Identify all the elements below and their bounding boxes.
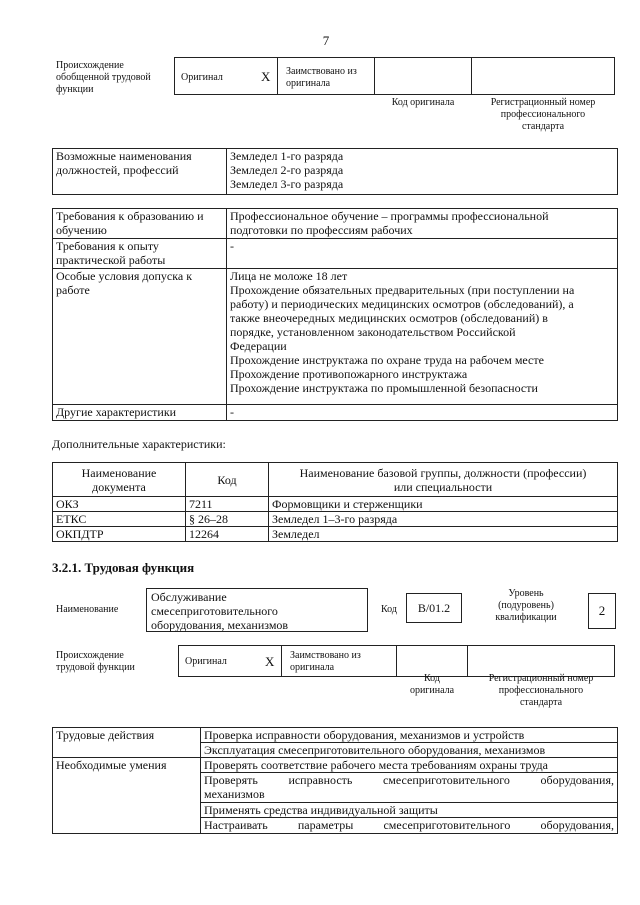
action-item: Проверка исправности оборудования, механизмов и устройств bbox=[201, 728, 618, 743]
row-name: Земледел bbox=[269, 527, 618, 542]
origin1-code-label: Код оригинала bbox=[391, 97, 455, 108]
origin1-original-cell bbox=[174, 57, 278, 95]
section-title: 3.2.1. Трудовая функция bbox=[52, 560, 195, 575]
origin1-reg-cell bbox=[471, 57, 615, 95]
function-level-label: Уровень (подуровень) квалификации bbox=[495, 588, 557, 623]
row-doc: ЕТКС bbox=[53, 512, 186, 527]
special-value: Лица не моложе 18 лет Прохождение обязательных предварительных (при поступлении на работу) и периодических медицинских осмотров (обследований), а также внеочередных медицинских осмотров (обследований) в порядке, установленном законодательством Российской Федерации Прохождение инструктажа по охране труда на рабочем месте Прохождение противопожарного инструктажа Прохождение инструктажа по промышленной безопасности bbox=[227, 269, 618, 405]
position-item: Земледел 1-го разряда bbox=[230, 149, 344, 163]
position-item: Земледел 2-го разряда bbox=[230, 163, 344, 177]
function-level-box: 2 bbox=[588, 593, 616, 629]
origin2-borrowed-label: Заимствовано из оригинала bbox=[290, 650, 361, 673]
education-value: Профессиональное обучение – программы профессиональной подготовки по профессиям рабочих bbox=[227, 209, 618, 239]
origin2-borrowed-cell bbox=[281, 645, 397, 677]
skill-item: Применять средства индивидуальной защиты bbox=[201, 803, 618, 818]
position-item: Земледел 3-го разряда bbox=[230, 177, 344, 191]
origin2-original-label: Оригинал bbox=[185, 656, 227, 667]
table-row bbox=[53, 497, 618, 512]
experience-label: Требования к опыту практической работы bbox=[53, 239, 227, 269]
positions-values bbox=[227, 149, 618, 195]
row-code: § 26–28 bbox=[186, 512, 269, 527]
action-item: Эксплуатация смесеприготовительного оборудования, механизмов bbox=[201, 743, 618, 758]
table-row bbox=[53, 527, 618, 542]
row-doc: ОКПДТР bbox=[53, 527, 186, 542]
function-code-box: B/01.2 bbox=[406, 593, 462, 623]
page-number: 7 bbox=[322, 33, 330, 48]
requirements-table bbox=[52, 208, 618, 421]
experience-value: - bbox=[227, 239, 618, 269]
origin2-mark: X bbox=[265, 654, 275, 669]
function-code-label: Код bbox=[381, 604, 397, 615]
positions-table bbox=[52, 148, 618, 195]
origin2-reg-label: Регистрационный номер профессионального стандарта bbox=[488, 673, 594, 708]
origin2-code-label: Код оригинала bbox=[409, 673, 455, 696]
table-row bbox=[53, 512, 618, 527]
other-value: - bbox=[227, 405, 618, 421]
skills-label: Необходимые умения bbox=[53, 758, 201, 834]
skill-item: Проверять исправность смесеприготовительного оборудования, механизмов bbox=[201, 773, 618, 803]
positions-label: Возможные наименования должностей, профессий bbox=[53, 149, 227, 195]
header-code: Код bbox=[186, 463, 269, 497]
special-label: Особые условия допуска к работе bbox=[53, 269, 227, 405]
origin1-code-cell bbox=[374, 57, 472, 95]
origin1-borrowed-cell bbox=[277, 57, 375, 95]
origin2-original-cell bbox=[178, 645, 282, 677]
function-name-box: Обслуживание смесеприготовительного оборудования, механизмов bbox=[146, 588, 368, 632]
actions-label: Трудовые действия bbox=[53, 728, 201, 758]
skill-item: Настраивать параметры смесеприготовительного оборудования, bbox=[201, 818, 618, 834]
header-document: Наименование документа bbox=[53, 463, 186, 497]
origin1-reg-label: Регистрационный номер профессионального стандарта bbox=[490, 97, 596, 132]
education-label: Требования к образованию и обучению bbox=[53, 209, 227, 239]
other-label: Другие характеристики bbox=[53, 405, 227, 421]
row-code: 7211 bbox=[186, 497, 269, 512]
origin1-label: Происхождение обобщенной трудовой функции bbox=[56, 60, 151, 95]
skill-item: Проверять соответствие рабочего места требованиям охраны труда bbox=[201, 758, 618, 773]
origin1-borrowed-label: Заимствовано из оригинала bbox=[286, 66, 357, 89]
additional-title: Дополнительные характеристики: bbox=[52, 437, 226, 451]
actions-skills-table bbox=[52, 727, 618, 834]
origin2-label: Происхождение трудовой функции bbox=[56, 650, 135, 673]
row-name: Формовщики и стерженщики bbox=[269, 497, 618, 512]
row-doc: ОКЗ bbox=[53, 497, 186, 512]
header-base-group: Наименование базовой группы, должности (профессии) или специальности bbox=[269, 463, 618, 497]
row-name: Земледел 1–3-го разряда bbox=[269, 512, 618, 527]
origin1-mark: X bbox=[261, 69, 271, 84]
additional-table bbox=[52, 462, 618, 542]
function-name-label: Наименование bbox=[56, 604, 119, 615]
origin1-original-label: Оригинал bbox=[181, 72, 223, 83]
row-code: 12264 bbox=[186, 527, 269, 542]
